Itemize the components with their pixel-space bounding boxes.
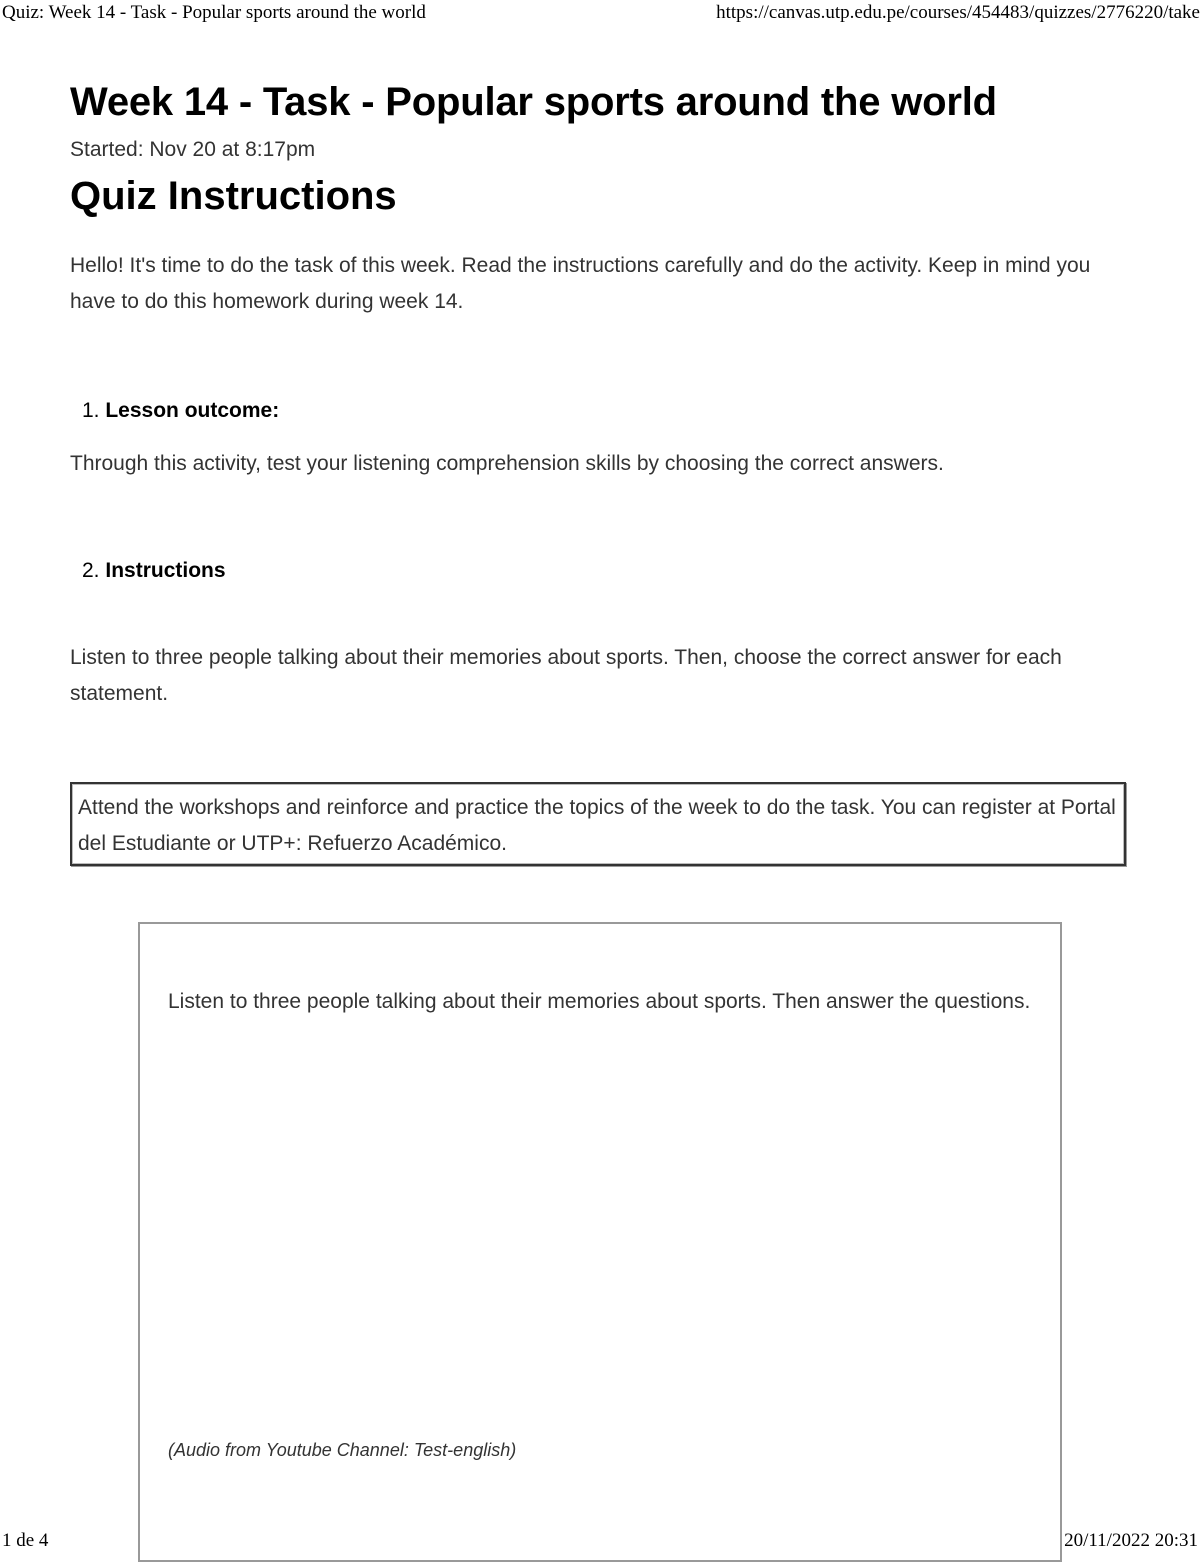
print-datetime: 20/11/2022 20:31 [1064,1530,1198,1551]
intro-paragraph: Hello! It's time to do the task of this week. Read the instructions carefully and do the activity. Keep in mind you have to do this homework during week 14. [70,254,1091,313]
instructions-text: Listen to three people talking about their memories about sports. Then, choose the correct answer for each statement. [70,646,1062,705]
print-footer [0,1530,1200,1554]
numbered-item-lesson-outcome [70,396,1130,426]
started-timestamp: Started: Nov 20 at 8:17pm [70,138,316,161]
item-label: Lesson outcome: [105,399,280,422]
item-number: 1. [82,399,100,422]
workshop-notice-box: Attend the workshops and reinforce and practice the topics of the week to do the task. You can register at Portal del Estudiante or UTP+: Refuerzo Académico. [70,782,1126,866]
numbered-item-instructions [70,556,1130,586]
quiz-title: Week 14 - Task - Popular sports around the world [70,80,997,124]
item-number: 2. [82,559,100,582]
audio-question-box [138,922,1062,1562]
print-header-url[interactable]: https://canvas.utp.edu.pe/courses/454483/quizzes/2776220/take [716,2,1200,23]
audio-instructions-text: Listen to three people talking about their memories about sports. Then answer the questions. [168,990,1031,1013]
quiz-instructions-heading: Quiz Instructions [70,174,397,218]
lesson-outcome-text: Through this activity, test your listening comprehension skills by choosing the correct answers. [70,452,944,475]
audio-credit: (Audio from Youtube Channel: Test-english) [168,1440,517,1460]
quiz-content [70,78,1130,866]
page-number: 1 de 4 [2,1530,49,1551]
print-header-title: Quiz: Week 14 - Task - Popular sports around the world [2,2,426,23]
item-label: Instructions [105,559,226,582]
print-header [0,2,1200,26]
